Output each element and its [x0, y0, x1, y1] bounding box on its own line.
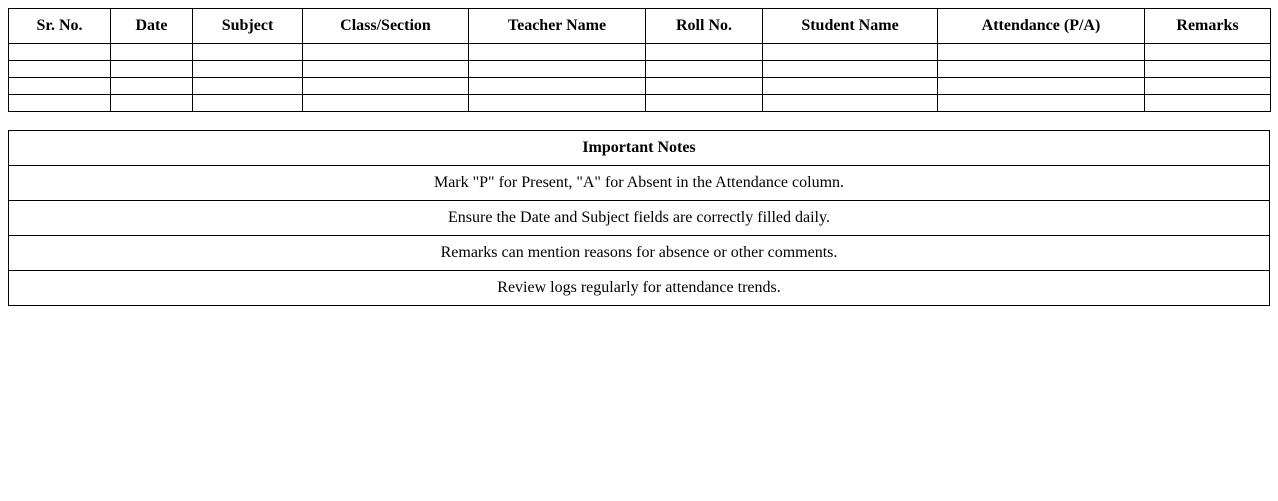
column-header-date: Date [111, 9, 193, 44]
table-cell[interactable] [763, 78, 938, 95]
table-cell[interactable] [938, 95, 1145, 112]
important-notes-table [8, 130, 1270, 306]
column-header-sr-no: Sr. No. [9, 9, 111, 44]
note-row [9, 166, 1270, 201]
table-cell[interactable] [938, 44, 1145, 61]
table-cell[interactable] [646, 95, 763, 112]
table-cell[interactable] [9, 61, 111, 78]
table-cell[interactable] [9, 95, 111, 112]
note-row [9, 271, 1270, 306]
table-cell[interactable] [9, 78, 111, 95]
table-cell[interactable] [193, 44, 303, 61]
attendance-log-table [8, 8, 1271, 112]
table-cell[interactable] [303, 61, 469, 78]
table-row [9, 95, 1271, 112]
note-item: Review logs regularly for attendance trends. [9, 271, 1270, 306]
table-row [9, 61, 1271, 78]
table-cell[interactable] [303, 95, 469, 112]
table-cell[interactable] [938, 78, 1145, 95]
table-cell[interactable] [193, 78, 303, 95]
table-cell[interactable] [9, 44, 111, 61]
column-header-remarks: Remarks [1145, 9, 1271, 44]
table-cell[interactable] [1145, 78, 1271, 95]
table-row [9, 44, 1271, 61]
note-item: Remarks can mention reasons for absence or other comments. [9, 236, 1270, 271]
table-cell[interactable] [1145, 44, 1271, 61]
column-header-class-section: Class/Section [303, 9, 469, 44]
table-row [9, 78, 1271, 95]
column-header-student-name: Student Name [763, 9, 938, 44]
note-row [9, 201, 1270, 236]
note-row [9, 236, 1270, 271]
column-header-roll-no: Roll No. [646, 9, 763, 44]
table-cell[interactable] [303, 44, 469, 61]
table-cell[interactable] [646, 78, 763, 95]
table-cell[interactable] [111, 44, 193, 61]
notes-title: Important Notes [9, 131, 1270, 166]
table-cell[interactable] [646, 44, 763, 61]
column-header-teacher-name: Teacher Name [469, 9, 646, 44]
notes-header-row [9, 131, 1270, 166]
table-cell[interactable] [469, 44, 646, 61]
column-header-subject: Subject [193, 9, 303, 44]
table-cell[interactable] [193, 61, 303, 78]
table-cell[interactable] [763, 61, 938, 78]
table-header-row [9, 9, 1271, 44]
table-cell[interactable] [111, 61, 193, 78]
table-cell[interactable] [469, 78, 646, 95]
table-cell[interactable] [763, 44, 938, 61]
column-header-attendance: Attendance (P/A) [938, 9, 1145, 44]
table-cell[interactable] [763, 95, 938, 112]
table-cell[interactable] [111, 78, 193, 95]
table-cell[interactable] [193, 95, 303, 112]
note-item: Ensure the Date and Subject fields are correctly filled daily. [9, 201, 1270, 236]
table-cell[interactable] [469, 61, 646, 78]
table-cell[interactable] [646, 61, 763, 78]
table-cell[interactable] [111, 95, 193, 112]
table-cell[interactable] [1145, 61, 1271, 78]
table-cell[interactable] [938, 61, 1145, 78]
table-cell[interactable] [303, 78, 469, 95]
table-cell[interactable] [1145, 95, 1271, 112]
table-cell[interactable] [469, 95, 646, 112]
note-item: Mark "P" for Present, "A" for Absent in the Attendance column. [9, 166, 1270, 201]
page-content [8, 8, 1270, 306]
